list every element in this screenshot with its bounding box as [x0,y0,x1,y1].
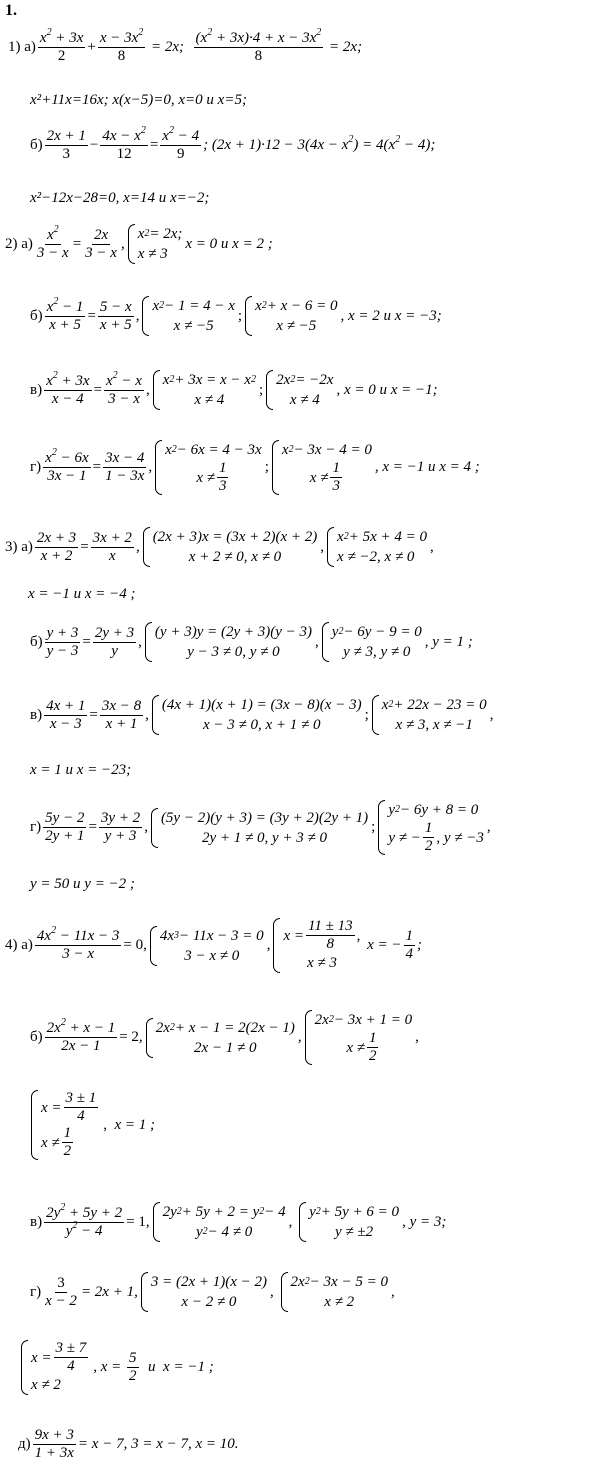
eq-3v: в) 4x + 1 x − 3 = 3x − 8 x + 1 , (4x + 1)(x + 1) = (3x − 8)(x − 3) x − 3 ≠ 0, x + 1 ≠ 0 ; x 2 + 22x − 23 = 0 x ≠ 3, x ≠ −1 , [30,697,494,733]
eq-3v-line2: x = 1 и x = −23; [30,762,132,778]
eq-4g: г) $\frac{3}{x - 2}$ = 2x + 1, 3 = (2x + 1)(x − 2) x − 2 ≠ 0 , 2x 2 − 3x − 5 = 0 x ≠ 2 , [30,1274,395,1310]
eq-4a: 4) а) $4x^2 - 11x - 3$ 3 − x = 0, 4x 3 − 11x − 3 = 0 3 − x ≠ 0 , x = 11 ± 13 8 , x ≠ 3 x = − $\frac{1}{4}$ ; [5,918,422,971]
eq-2g: г) $x^2 - 6x$ 3x − 1 = 3x − 4 1 − 3x , x 2 − 6x = 4 − 3x x ≠ 1 3 ; x 2 − 3x − 4 = 0 x ≠ 1 3 , x = −1 и x = 4 ; [30,442,480,494]
eq-4g-line2: x = 3 ± 7 4 x ≠ 2 , x = $\frac{5}{2}$ и x = −1 ; [18,1340,214,1395]
eq-4v: в) $2y^2 + 5y + 2$ $y^2 - 4$ = 1, 2y 2 + 5y + 2 = y 2 − 4 y 2 − 4 ≠ 0 , y 2 + 5y + 6 = 0 y ≠ ±2 , y = 3; [30,1201,447,1240]
eq-2v: в) $x^2 + 3x$ x − 4 = $x^2 - x$ 3 − x , x 2 + 3x = x − x 2 x ≠ 4 ; 2x 2 = −2x x ≠ 4 , x = 0 и x = −1; [30,369,438,408]
eq-3g-line2: y = 50 и y = −2 ; [30,876,135,892]
eq-1b-line2: x²−12x−28=0, x=14 и x=−2; [30,190,210,206]
eq-2a: 2) а) $x^2$ 3 − x = 2x 3 − x , x 2 = 2x; x ≠ 3 x = 0 и x = 2 ; [5,223,273,262]
eq-3a-line2: x = −1 и x = −4 ; [28,586,136,602]
eq-3a: 3) а) 2x + 3 x + 2 = 3x + 2 x , (2x + 3)x = (3x + 2)(x + 2) x + 2 ≠ 0, x ≠ 0 , x 2 + 5x + 4 = 0 x ≠ −2, x ≠ 0 , [5,529,434,565]
eq-1a: 1) а) $x^2 + 3x$ 2 + $\frac{x - 3x^2}{8}$ = 2x; $\frac{(x^2 + 3x)\cdot 4 + x - 3x^2}{8}$ = 2x; [8,27,363,64]
eq-1b: б) 2x + 1 3 − $4x - x^2$ 12 = $x^2 - 4$ 9 ; $(2x + 1)\cdot 12 - 3(4x - x^2) = 4(x^2 - 4)$; [30,125,436,162]
label-1a: 1) а) [8,39,36,55]
eq-3b: б) y + 3 y − 3 = 2y + 3 y , (y + 3)y = (2y + 3)(y − 3) y − 3 ≠ 0, y ≠ 0 , y 2 − 6y − 9 = 0 y ≠ 3, y ≠ 0 , y = 1 ; [30,624,473,660]
eq-1a-line2: x²+11x=16x; x(x−5)=0, x=0 и x=5; [30,92,247,108]
eq-3g: г) 5y − 2 2y + 1 = 3y + 2 y + 3 , (5y − 2)(y + 3) = (3y + 2)(2y + 1) 2y + 1 ≠ 0, y + 3 ≠ 0 ; y 2 − 6y + 8 = 0 y ≠ − 1 2 , y ≠ −3 , [30,802,491,854]
eq-4b: б) $2x^2 + x - 1$ 2x − 1 = 2, 2x 2 + x − 1 = 2(2x − 1) 2x − 1 ≠ 0 , 2x 2 − 3x + 1 = 0 x ≠ 1 2 , [30,1012,419,1064]
eq-4b-line2: x = 3 ± 1 4 x ≠ 1 2 , x = 1 ; [28,1090,155,1160]
problem-number: 1. [5,2,17,19]
eq-2b: б) $x^2 - 1$ x + 5 = 5 − x x + 5 , x 2 − 1 = 4 − x x ≠ −5 ; x 2 + x − 6 = 0 x ≠ −5 , x = 2 и x = −3; [30,295,442,334]
eq-4d: д) $\frac{9x + 3}{1 + 3x}$ = x − 7, 3 = x − 7, x = 10. [18,1427,239,1461]
